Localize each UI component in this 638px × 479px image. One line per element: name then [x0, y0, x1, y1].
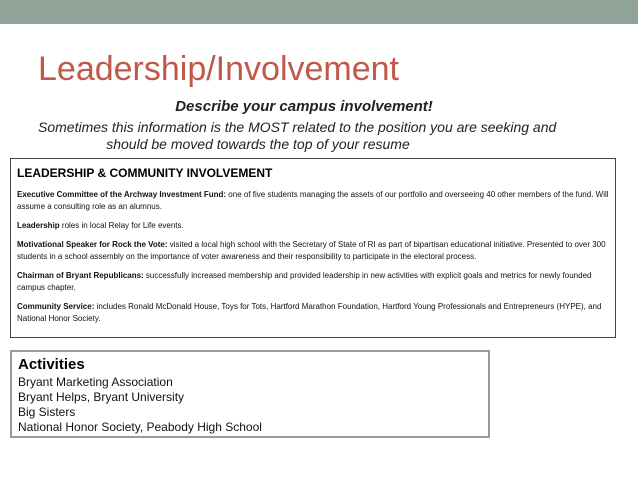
entry-text: visited a local high school with the Secretary of State of RI as part of bipartisan educational initiative. Presented to over 300 students in a school assembly on the importance of voter awareness and their responsibility to participate in the electoral process.	[17, 240, 606, 261]
leadership-entry	[17, 270, 609, 294]
activity-item: Bryant Helps, Bryant University	[18, 390, 185, 404]
top-accent-bar	[0, 0, 638, 24]
leadership-heading: LEADERSHIP & COMMUNITY INVOLVEMENT	[17, 166, 273, 180]
entry-label: Motivational Speaker for Rock the Vote:	[17, 240, 168, 249]
entry-text: includes Ronald McDonald House, Toys for Tots, Hartford Marathon Foundation, Hartford Young Professionals and Entrepreneurs (HYPE), and National Honor Society.	[17, 302, 602, 323]
entry-text: one of five students managing the assets of our portfolio and overseeing 40 other members of the fund. Will assume a consulting role as an alumnus.	[17, 190, 609, 211]
slide-title: Leadership/Involvement	[38, 50, 400, 88]
entry-label: Community Service:	[17, 302, 95, 311]
note-line-1: Sometimes this information is the MOST related to the position you are seeking and	[38, 119, 557, 135]
activity-item: National Honor Society, Peabody High School	[18, 420, 262, 434]
activity-item: Bryant Marketing Association	[18, 375, 173, 389]
entry-text: roles in local Relay for Life events.	[59, 221, 184, 230]
entry-label: Executive Committee of the Archway Investment Fund:	[17, 190, 227, 199]
activities-section	[10, 350, 490, 438]
activity-item: Big Sisters	[18, 405, 76, 419]
slide-subtitle: Describe your campus involvement!	[175, 98, 433, 115]
entry-text: successfully increased membership and provided leadership in new activities with explicit goals and metrics for newly founded campus chapter.	[17, 271, 592, 292]
leadership-entry	[17, 189, 609, 213]
slide-note	[38, 119, 588, 153]
entry-label: Leadership	[17, 221, 60, 230]
leadership-entry	[17, 301, 609, 325]
activities-heading: Activities	[18, 356, 85, 373]
leadership-entry	[17, 239, 609, 263]
leadership-entry	[17, 220, 609, 232]
note-line-2: should be moved towards the top of your resume	[106, 136, 410, 152]
leadership-section	[10, 158, 616, 338]
entry-label: Chairman of Bryant Republicans:	[17, 271, 144, 280]
